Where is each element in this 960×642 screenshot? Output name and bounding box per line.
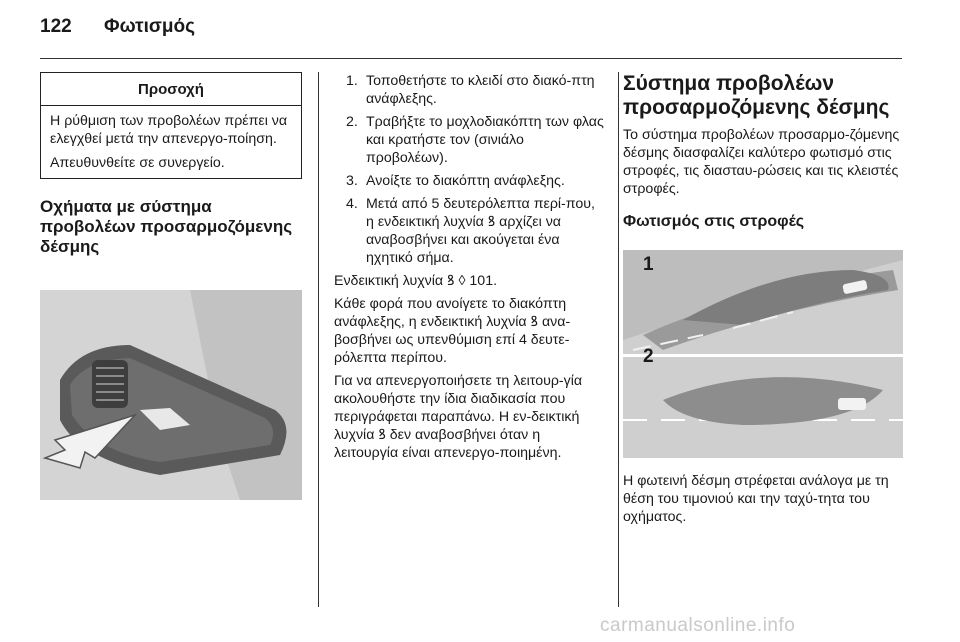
column-divider (618, 72, 619, 607)
figure-label-1: 1 (643, 254, 654, 275)
caution-paragraph: Η ρύθμιση των προβολέων πρέπει να ελεγχθεί μετά την απενεργο-ποίηση. (50, 113, 288, 147)
column-middle (334, 72, 606, 467)
watermark: carmanualsonline.info (600, 615, 796, 636)
caution-title: Προσοχή (41, 73, 301, 106)
step-item (334, 195, 606, 267)
caution-box (40, 72, 302, 179)
body-paragraph: Κάθε φορά που ανοίγετε το διακόπτη ανάφλεξης, η ενδεικτική λυχνία ꝸ ανα-βοσβήνει ως υπενθύμιση επί 4 δευτε-ρόλεπτα περίπου. (334, 296, 571, 366)
caption-text: Η φωτεινή δέσμη στρέφεται ανάλογα με τη θέση του τιμονιού και την ταχύ-τητα του οχήματος. (623, 473, 889, 525)
step-item (334, 72, 606, 108)
section-heading-adaptive-vehicles: Οχήματα με σύστημα προβολέων προσαρμοζόμενης δέσμης (40, 197, 293, 256)
intro-text (623, 126, 903, 198)
section-title: Φωτισμός (104, 16, 195, 37)
curve-lighting-illustration (623, 250, 903, 458)
figure-caption (623, 472, 903, 531)
column-divider (318, 72, 319, 607)
intro-paragraph: Το σύστημα προβολέων προσαρμο-ζόμενης δέσμης διασφαλίζει καλύτερο φωτισμό στις στροφές, τις διασταυ-ρώσεις και τις κλειστές στροφές. (623, 127, 900, 197)
turn-signal-lever-illustration (40, 290, 302, 500)
step-number: 1. (346, 73, 358, 89)
step-number: 4. (346, 196, 358, 212)
step-item (334, 113, 606, 167)
step-number: 2. (346, 114, 358, 130)
step-text: Τοποθετήστε το κλειδί στο διακό-πτη ανάφλεξης. (366, 73, 595, 107)
procedure-steps (334, 72, 606, 267)
caution-paragraph: Απευθυνθείτε σε συνεργείο. (50, 155, 225, 171)
caution-body (41, 106, 301, 178)
page-number: 122 (40, 16, 72, 37)
step-text: Ανοίξτε το διακόπτη ανάφλεξης. (366, 173, 565, 189)
figure-label-2: 2 (643, 346, 654, 367)
column-right (623, 72, 903, 232)
body-text (334, 272, 606, 462)
body-paragraph: Για να απενεργοποιήσετε τη λειτουρ-γία ακολουθήστε την ίδια διαδικασία που περιγράφεται παραπάνω. Η εν-δεικτική λυχνία ꝸ δεν αναβοσβήνει όταν η λειτουργία είναι απενεργο-ποιημένη. (334, 373, 583, 461)
section-heading-afl: Σύστημα προβολέων προσαρμοζόμενης δέσμης (623, 72, 890, 119)
subheading-curve-lighting: Φωτισμός στις στροφές (623, 213, 805, 230)
step-text: Τραβήξτε το μοχλοδιακόπτη των φλας και κρατήστε τον (σινιάλο προβολέων). (366, 114, 604, 166)
curve-lighting-drawing (623, 250, 903, 458)
step-number: 3. (346, 173, 358, 189)
column-left (40, 72, 302, 257)
step-item (334, 172, 606, 190)
step-text: Μετά από 5 δευτερόλεπτα περί-που, η ενδεικτική λυχνία ꝸ αρχίζει να αναβοσβήνει και ακούγεται ένα ηχητικό σήμα. (366, 196, 595, 266)
page-header (40, 16, 902, 50)
lever-drawing (40, 290, 302, 500)
header-divider (40, 58, 902, 59)
warning-light-reference: Ενδεικτική λυχνία ꝸ ◊ 101. (334, 273, 498, 289)
